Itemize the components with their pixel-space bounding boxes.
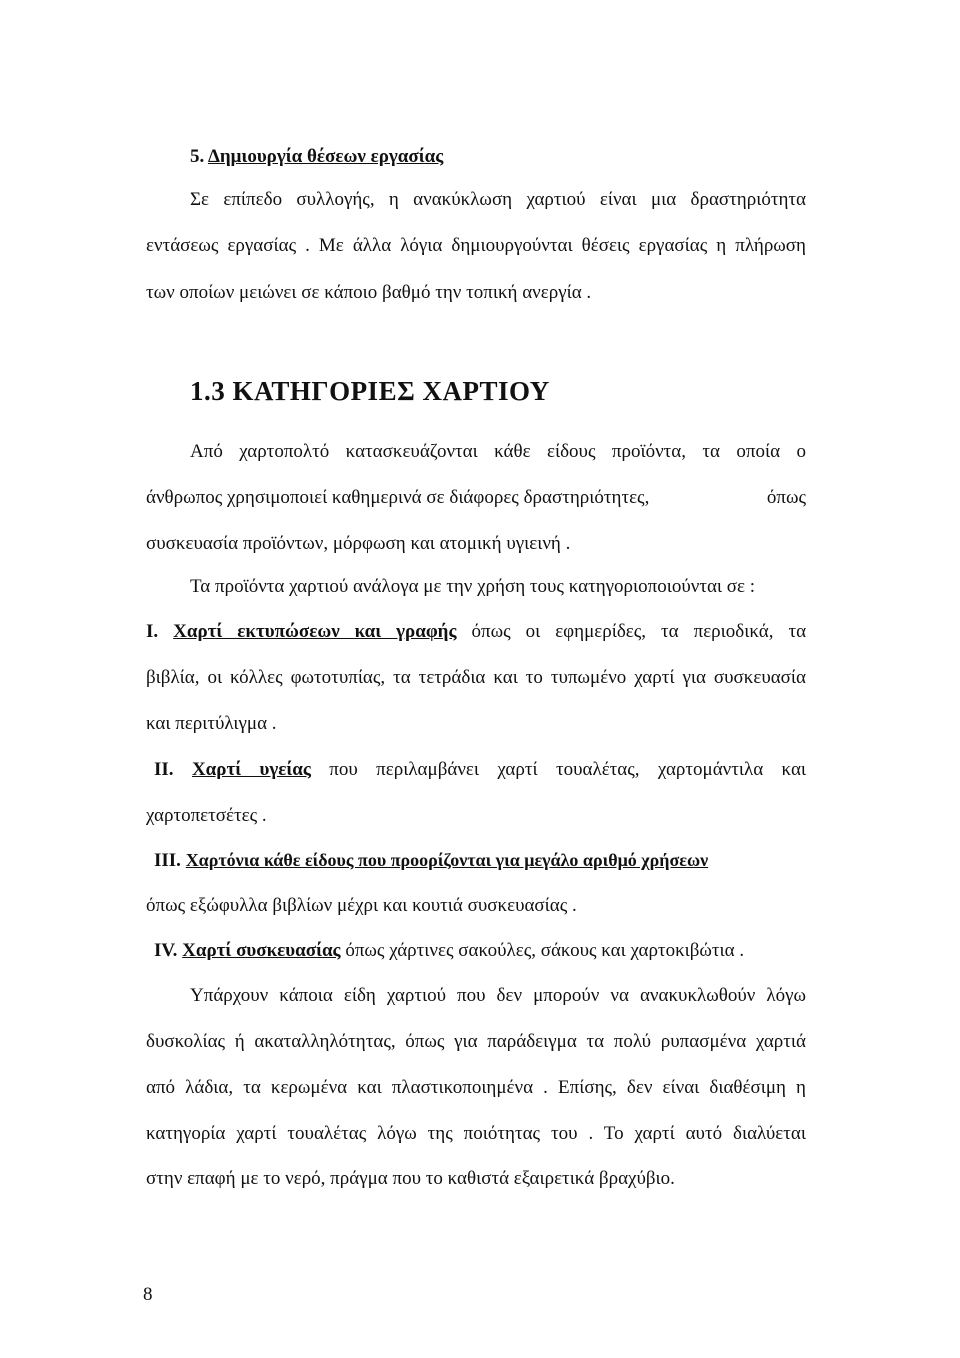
- category-3-title: Χαρτόνια κάθε είδους που προορίζονται για μεγάλο αριθμό χρήσεων: [185, 850, 709, 870]
- category-3-continuation-1: όπως εξώφυλλα βιβλίων μέχρι και κουτιά συσκευασίας .: [146, 895, 577, 916]
- closing-line-5: στην επαφή με το νερό, πράγμα που το καθιστά εξαιρετικά βραχύβιο.: [146, 1168, 675, 1189]
- section-5-line-1: Σε επίπεδο συλλογής, η ανακύκλωση χαρτιού είναι μια δραστηριότητα: [190, 189, 806, 210]
- category-1-line: [146, 620, 806, 644]
- category-4-numeral: IV.: [154, 940, 178, 961]
- category-4-title: Χαρτί συσκευασίας: [182, 940, 341, 961]
- intro-line-2: άνθρωπος χρησιμοποιεί καθημερινά σε διάφορες δραστηριότητες,: [146, 487, 650, 508]
- categories-intro: Τα προϊόντα χαρτιού ανάλογα με την χρήση τους κατηγοριοποιούνται σε :: [190, 576, 756, 597]
- chapter-heading: 1.3 ΚΑΤΗΓΟΡΙΕΣ ΧΑΡΤΙΟΥ: [190, 376, 550, 406]
- page-number: 8: [143, 1284, 153, 1305]
- section-5-number: 5.: [190, 146, 205, 167]
- closing-line-2: δυσκολίας ή ακαταλληλότητας, όπως για παράδειγμα τα πολύ ρυπασμένα χαρτιά: [146, 1031, 806, 1052]
- category-2-title: Χαρτί υγείας: [191, 759, 311, 780]
- category-1-text: όπως οι εφημερίδες, τα περιοδικά, τα: [471, 621, 807, 642]
- category-4-text: όπως χάρτινες σακούλες, σάκους και χαρτοκιβώτια .: [345, 940, 745, 961]
- category-2-line: [154, 758, 806, 782]
- intro-line-1: Από χαρτοπολτό κατασκευάζονται κάθε είδους προϊόντα, τα οποία ο: [190, 441, 806, 462]
- category-3-line: [154, 848, 806, 873]
- category-2-text: που περιλαμβάνει χαρτί τουαλέτας, χαρτομάντιλα και: [329, 759, 807, 780]
- closing-line-1: Υπάρχουν κάποια είδη χαρτιού που δεν μπορούν να ανακυκλωθούν λόγω: [190, 985, 806, 1006]
- section-5-line-2: εντάσεως εργασίας . Με άλλα λόγια δημιουργούνται θέσεις εργασίας η πλήρωση: [146, 235, 806, 256]
- closing-line-3: από λάδια, τα κερωμένα και πλαστικοποιημένα . Επίσης, δεν είναι διαθέσιμη η: [146, 1077, 806, 1098]
- category-1-continuation-2: και περιτύλιγμα .: [146, 713, 277, 734]
- category-4-line: [154, 939, 806, 963]
- intro-line-2-end: όπως: [766, 487, 806, 508]
- category-2-numeral: II.: [154, 759, 174, 780]
- section-5-heading: [190, 145, 850, 169]
- closing-line-4: κατηγορία χαρτί τουαλέτας λόγω της ποιότητας του . Το χαρτί αυτό διαλύεται: [146, 1123, 806, 1144]
- section-5-line-3: των οποίων μειώνει σε κάποιο βαθμό την τοπική ανεργία .: [146, 282, 592, 303]
- category-1-title: Χαρτί εκτυπώσεων και γραφής: [173, 621, 457, 642]
- intro-line-3: συσκευασία προϊόντων, μόρφωση και ατομική υγιεινή .: [146, 533, 571, 554]
- category-2-continuation-1: χαρτοπετσέτες .: [146, 805, 267, 826]
- category-1-numeral: I.: [146, 621, 159, 642]
- category-3-numeral: III.: [154, 850, 181, 871]
- category-1-continuation-1: βιβλία, οι κόλλες φωτοτυπίας, τα τετράδια και το τυπωμένο χαρτί για συσκευασία: [146, 667, 806, 688]
- section-5-title: Δημιουργία θέσεων εργασίας: [207, 146, 444, 167]
